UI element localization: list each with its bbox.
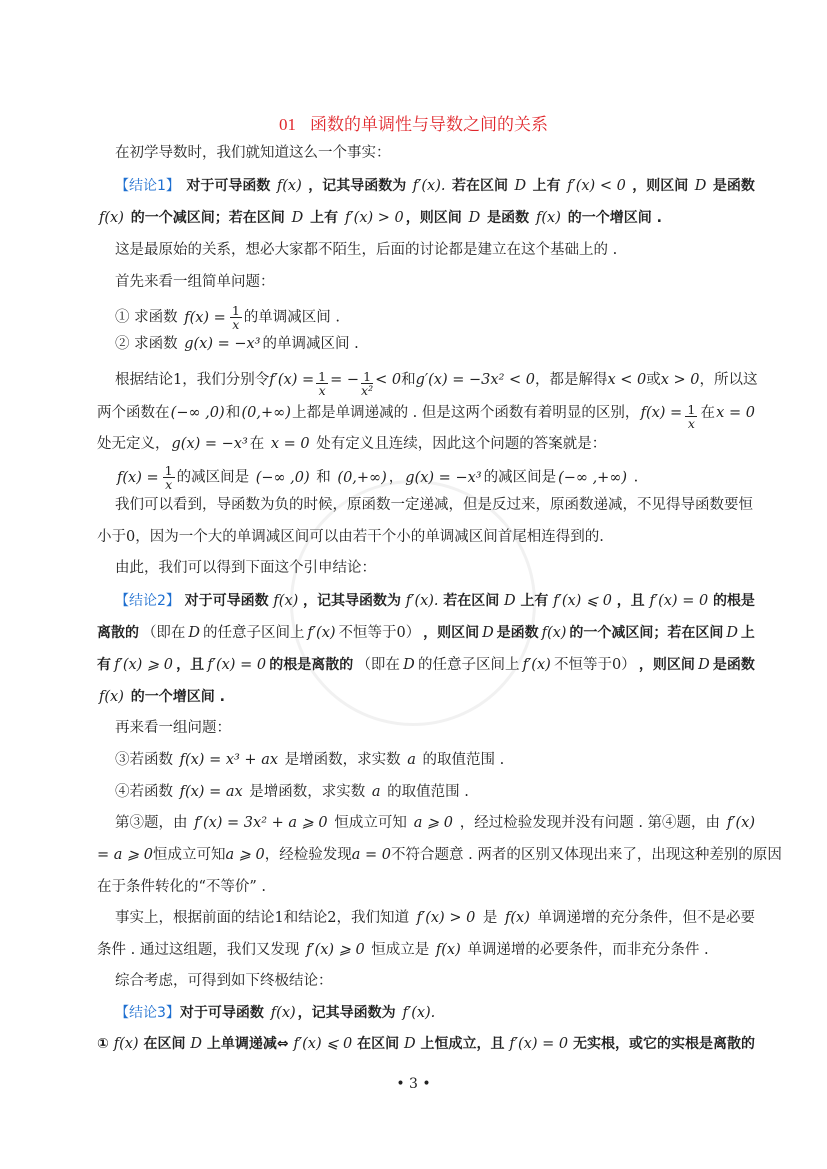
math-expression: f(x) [113, 1036, 139, 1052]
math-expression: f′(x) = 0 [649, 593, 709, 609]
text-segment: 的任意子区间上 [417, 657, 520, 673]
text-segment: ，都是解得 [534, 372, 608, 388]
math-expression: f′(x). [405, 593, 439, 609]
math-expression: f(x) = [117, 469, 159, 486]
text-segment: ① [97, 1036, 109, 1052]
math-expression: f′(x). [402, 1005, 436, 1021]
text-segment: 恒成立可知 [334, 815, 407, 831]
conclusion-label: 【结论2】 [115, 593, 180, 609]
text-segment: 或 [646, 372, 661, 388]
text-segment: 的减区间是 [483, 469, 557, 486]
text-line [115, 591, 755, 611]
math-expression: a ⩾ 0 [413, 815, 453, 831]
math-expression: a ⩾ 0 [225, 847, 265, 863]
math-expression: f′(x) = [269, 372, 315, 388]
text-segment: 是函数 [712, 657, 755, 673]
text-segment: 的单调减区间 . [243, 309, 341, 326]
text-line [97, 434, 755, 454]
text-segment: 我们可以看到，导函数为负的时候，原函数一定递减，但是反过来，原函数递减，不见得导函数要恒 [115, 497, 753, 513]
text-segment: 对于可导函数 [184, 593, 269, 609]
text-segment: ① 求函数 [115, 309, 183, 326]
text-segment: 是 [482, 910, 498, 926]
text-segment: 两个函数在 [97, 405, 170, 421]
math-expression: D [698, 657, 710, 673]
math-expression: f′(x) ⩾ 0 [305, 942, 365, 958]
text-line [97, 877, 755, 897]
text-line [115, 240, 755, 260]
math-expression: a [371, 784, 381, 800]
page-number: • 3 • [396, 1076, 431, 1092]
math-expression: f′(x) = 3x² + a ⩾ 0 [194, 815, 328, 831]
fraction-denominator: x [687, 416, 695, 431]
text-segment: ，记其导函数为 [297, 1005, 401, 1021]
text-segment: （即在 [356, 657, 400, 673]
math-expression: g′(x) = −3x² < 0 [415, 372, 535, 388]
text-segment: （即在 [141, 625, 186, 641]
math-expression: D [403, 657, 415, 673]
fraction [163, 464, 175, 491]
math-expression: D [694, 178, 707, 194]
section-title [0, 110, 827, 135]
math-expression: x > 0 [660, 372, 700, 388]
text-line [115, 750, 755, 770]
text-segment: ，则区间 [423, 625, 480, 641]
math-expression: f(x) [270, 1005, 296, 1021]
text-line [115, 272, 755, 292]
math-expression: f′(x) [307, 625, 336, 641]
text-line [97, 623, 755, 643]
text-segment: ， [388, 469, 404, 486]
text-segment: 在区间 [143, 1036, 186, 1052]
fraction-denominator: x [165, 477, 173, 492]
text-segment: ，则区间 [632, 178, 689, 194]
math-expression: f′(x) < 0 [567, 178, 626, 194]
text-line [97, 687, 755, 707]
math-expression: f′(x) = 0 [207, 657, 267, 673]
text-segment: 在 [700, 405, 715, 421]
text-segment: 这是最原始的关系，想必大家都不陌生，后面的讨论都是建立在这个基础上的 . [115, 242, 618, 258]
text-segment: ② 求函数 [115, 336, 183, 352]
text-segment: 的取值范围 . [417, 752, 505, 768]
text-segment: ，则区间 [638, 657, 695, 673]
math-expression: = a ⩾ 0 [97, 847, 153, 863]
math-expression: f′(x) ⩽ 0 [553, 593, 612, 609]
text-line [97, 845, 782, 865]
math-expression: D [504, 593, 516, 609]
text-segment: 事实上，根据前面的结论1和结论2，我们知道 [115, 910, 409, 926]
math-expression: f′(x). [412, 178, 446, 194]
text-segment: 的根是 [712, 593, 755, 609]
text-segment: ，且 [616, 593, 645, 609]
math-expression: g(x) = −x³ [184, 336, 261, 352]
text-segment: 条件 . 通过这组题，我们又发现 [97, 942, 304, 958]
conclusion-label: 【结论1】 [115, 178, 180, 194]
fraction-numerator: 1 [363, 369, 372, 384]
text-line [115, 495, 755, 515]
text-segment: 的任意子区间上 [202, 625, 305, 641]
math-expression: f(x) = x³ + ax [179, 752, 279, 768]
text-segment: 的根是离散的 [269, 657, 354, 673]
text-segment: 和 [225, 405, 241, 421]
math-expression: D [403, 1036, 416, 1052]
text-line [97, 527, 755, 547]
text-segment: 不恒等于0） [338, 625, 421, 641]
math-expression: (0,+∞) [337, 469, 387, 486]
text-segment: 是函数 [482, 210, 535, 226]
text-line [115, 1003, 755, 1023]
text-segment: 有 [97, 657, 111, 673]
fraction-numerator: 1 [318, 369, 327, 384]
math-expression: f(x) [435, 942, 461, 958]
math-expression: (−∞ ,0) [170, 405, 225, 421]
math-expression: D [726, 625, 738, 641]
text-segment: 和 [401, 372, 416, 388]
text-segment: 在于条件转化的“不等价” . [97, 879, 267, 895]
text-segment: 上 [740, 625, 755, 641]
text-segment: 是增函数，求实数 [244, 784, 370, 800]
fraction-numerator: 1 [687, 402, 696, 417]
text-segment: 再来看一组问题： [115, 720, 231, 736]
text-segment: ，记其导函数为 [308, 178, 407, 194]
text-segment: 对于可导函数 [179, 1005, 269, 1021]
math-expression: D [291, 210, 304, 226]
text-segment: 的一个减区间；若在区间 [125, 210, 290, 226]
math-expression: f(x) = [640, 405, 683, 421]
math-expression: (−∞ ,0) [255, 469, 310, 486]
text-segment: 首先来看一组简单问题： [115, 274, 275, 290]
fraction-numerator: 1 [164, 463, 173, 478]
fraction [361, 370, 373, 397]
math-expression: D [190, 1036, 202, 1052]
math-expression: f′(x) = 0 [509, 1036, 569, 1052]
text-line [115, 176, 755, 196]
text-segment: 和 [311, 469, 336, 486]
text-segment: 是函数 [712, 178, 755, 194]
math-expression: a = 0 [351, 847, 391, 863]
math-expression: f′(x) ⩽ 0 [293, 1036, 353, 1052]
text-segment: 上有 [520, 593, 549, 609]
text-segment: 恒成立是 [366, 942, 434, 958]
text-line [115, 718, 755, 738]
text-segment: 离散的 [97, 625, 139, 641]
math-expression: a [407, 752, 416, 768]
text-segment: 若在区间 [443, 593, 500, 609]
text-line [97, 208, 755, 228]
text-segment: ，经过检验发现并没有问题 . 第④题，由 [459, 815, 721, 831]
math-expression: D [468, 210, 481, 226]
fraction [685, 403, 697, 430]
text-segment: ，经检验发现 [264, 847, 352, 863]
text-line [97, 940, 755, 960]
text-segment: 处无定义， [97, 436, 170, 452]
text-line [97, 655, 755, 675]
math-expression: (−∞ ,+∞) [558, 469, 628, 486]
text-segment: 上有 [532, 178, 561, 194]
fraction [230, 304, 242, 331]
text-segment: 是函数 [496, 625, 539, 641]
math-expression: f(x) [276, 178, 302, 194]
math-expression: f(x) = ax [179, 784, 243, 800]
text-line [115, 334, 755, 354]
math-expression: f(x) [273, 593, 299, 609]
fraction [316, 370, 328, 397]
math-expression: f(x) [536, 210, 561, 226]
text-segment: 在区间 [357, 1036, 400, 1052]
text-segment: 上都是单调递减的 . 但是这两个函数有着明显的区别， [292, 405, 640, 421]
text-line [115, 782, 755, 802]
text-segment: 上有 [305, 210, 343, 226]
fraction-denominator: x² [361, 383, 374, 398]
text-segment: ③若函数 [115, 752, 178, 768]
math-expression: = − [330, 372, 360, 388]
math-expression: D [514, 178, 527, 194]
text-segment: ，则区间 [405, 210, 467, 226]
text-segment: ，且 [176, 657, 205, 673]
math-expression: f′(x) > 0 [416, 910, 476, 926]
text-line [115, 143, 755, 163]
text-segment: 小于0，因为一个大的单调减区间可以由若干个小的单调减区间首尾相连得到的 [97, 529, 600, 545]
text-segment: 若在区间 [451, 178, 508, 194]
text-segment: ，记其导函数为 [303, 593, 402, 609]
text-segment: 是增函数，求实数 [280, 752, 406, 768]
math-expression: f(x) = [184, 309, 226, 326]
math-expression: f′(x) ⩾ 0 [114, 657, 173, 673]
fraction-numerator: 1 [231, 303, 240, 318]
text-segment: 综合考虑，可得到如下终极结论： [115, 973, 333, 989]
text-segment: . [629, 469, 639, 486]
text-segment: ，所以这 [699, 372, 758, 388]
text-segment: 在 [249, 436, 269, 452]
text-line [115, 908, 755, 928]
fraction-denominator: x [318, 383, 326, 398]
text-segment: 恒成立可知 [153, 847, 226, 863]
math-expression: g(x) = −x³ [171, 436, 248, 452]
text-segment: 对于可导函数 [186, 178, 271, 194]
math-expression: x < 0 [607, 372, 647, 388]
text-segment: 的一个增区间 . [562, 210, 662, 226]
math-expression: f′(x) [522, 657, 551, 673]
text-line [115, 464, 755, 491]
text-line [97, 1034, 755, 1054]
text-segment: 的单调减区间 . [262, 336, 359, 352]
text-segment: 单调递增的充分条件，但不是必要 [537, 910, 755, 926]
fraction-denominator: x [232, 317, 240, 332]
math-expression: < 0 [375, 372, 402, 388]
math-expression: f(x) [505, 910, 530, 926]
text-segment: 不符合题意 . 两者的区别又体现出来了，出现这种差别的原因 [391, 847, 782, 863]
math-expression: f(x) [99, 689, 124, 705]
math-expression: D [482, 625, 494, 641]
text-segment: 的取值范围 . [382, 784, 469, 800]
text-line [115, 369, 758, 398]
text-segment: 在初学导数时，我们就知道这么一个事实： [115, 145, 391, 161]
math-expression: x = 0 [270, 436, 310, 452]
math-expression: (0,+∞) [241, 405, 291, 421]
text-segment: 无实根，或它的实根是离散的 [572, 1036, 755, 1052]
text-segment: 根据结论1，我们分别令 [115, 372, 270, 388]
text-line [115, 971, 755, 991]
text-segment: 的一个增区间 . [125, 689, 225, 705]
text-line [115, 813, 755, 833]
text-segment: ④若函数 [115, 784, 178, 800]
text-segment: . [599, 529, 604, 545]
text-line [97, 403, 755, 430]
math-expression: D [188, 625, 201, 641]
section-title-text: 函数的单调性与导数之间的关系 [310, 115, 548, 135]
text-segment: 上恒成立，且 [420, 1036, 505, 1052]
text-segment: 单调递增的必要条件，而非充分条件 . [462, 942, 709, 958]
text-segment: 第③题，由 [115, 815, 188, 831]
math-expression: g(x) = −x³ [405, 469, 482, 486]
math-expression: f′(x) > 0 [345, 210, 404, 226]
text-segment: 不恒等于0） [553, 657, 636, 673]
math-expression: f′(x) [726, 815, 755, 831]
text-segment: 上单调递减⇔ [206, 1036, 289, 1052]
math-expression: x = 0 [716, 405, 755, 421]
conclusion-label: 【结论3】 [115, 1005, 180, 1021]
text-segment: 处有定义且连续，因此这个问题的答案就是： [311, 436, 607, 452]
text-segment: 的一个减区间；若在区间 [569, 625, 724, 641]
section-number: 01 [279, 115, 296, 134]
math-expression: f(x) [541, 625, 567, 641]
text-segment: 的减区间是 [176, 469, 254, 486]
text-line [115, 558, 755, 578]
math-expression: f(x) [99, 210, 124, 226]
text-segment: 由此，我们可以得到下面这个引申结论： [115, 560, 376, 576]
text-line [115, 304, 755, 331]
